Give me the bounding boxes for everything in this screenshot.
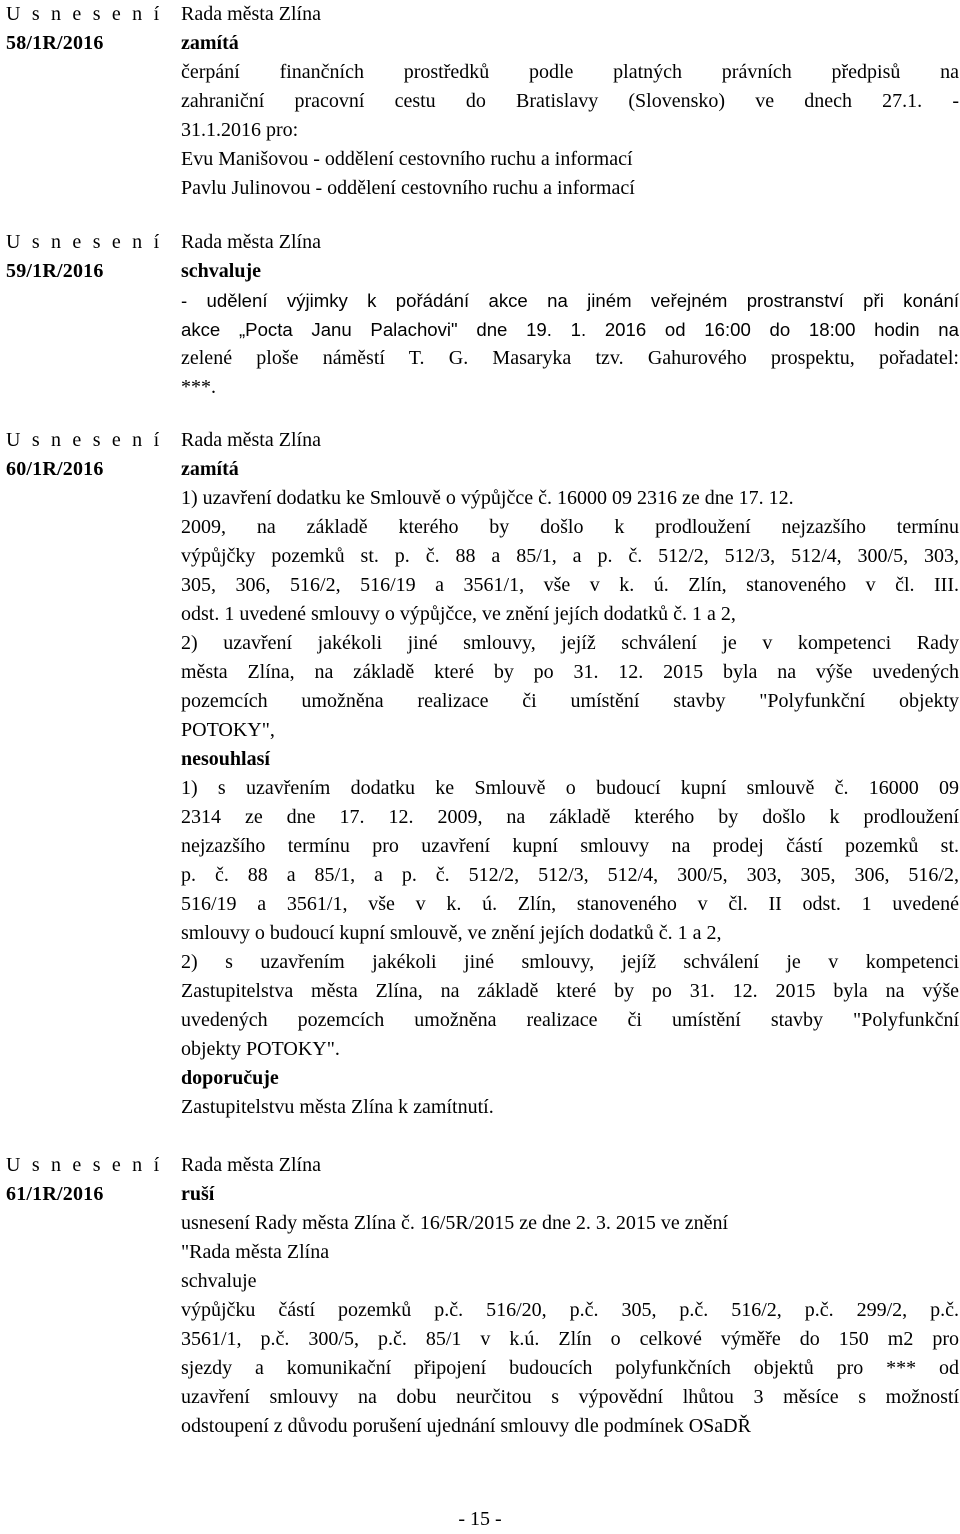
resolution-body: [181, 0, 959, 203]
resolution-label: [6, 228, 176, 286]
resolution-verb: zamítá: [181, 32, 239, 54]
resolution-text-line: sjezdy a komunikační připojení budoucích polyfunkčních objektů pro *** od: [181, 1357, 959, 1379]
resolution-text-line: odstoupení z důvodu porušení ujednání smlouvy dle podmínek OSaDŘ: [181, 1415, 751, 1437]
resolution-label: [6, 0, 176, 58]
resolution-text-line: Zastupitelstvu města Zlína k zamítnutí.: [181, 1096, 494, 1118]
resolution-verb: doporučuje: [181, 1067, 279, 1089]
resolution-text-line: zelené ploše náměstí T. G. Masaryka tzv. Gahurového prospektu, pořadatel:: [181, 347, 959, 369]
resolution-text-line: 305, 306, 516/2, 516/19 a 3561/1, vše v k. ú. Zlín, stanoveného v čl. III.: [181, 574, 959, 596]
resolution-text-line: 1) uzavření dodatku ke Smlouvě o výpůjčce č. 16000 09 2316 ze dne 17. 12.: [181, 487, 794, 509]
resolution-number: 60/1R/2016: [6, 458, 104, 480]
resolution-text-line: smlouvy o budoucí kupní smlouvě, ve znění jejích dodatků č. 1 a 2,: [181, 922, 722, 944]
resolution-text-line: p. č. 88 a 85/1, a p. č. 512/2, 512/3, 512/4, 300/5, 303, 305, 306, 516/2,: [181, 864, 959, 886]
resolution-body: [181, 228, 959, 402]
resolution-text-line: Zastupitelstva města Zlína, na základě které by po 31. 12. 2015 byla na výše: [181, 980, 959, 1002]
resolution-text-line: 1) s uzavřením dodatku ke Smlouvě o budoucí kupní smlouvě č. 16000 09: [181, 777, 959, 799]
resolution-text-line: nejzazšího termínu pro uzavření kupní smlouvy na prodej částí pozemků st.: [181, 835, 959, 857]
resolution-text-line: "Rada města Zlína: [181, 1241, 330, 1263]
resolution-number: 61/1R/2016: [6, 1183, 104, 1205]
resolution-verb: zamítá: [181, 458, 239, 480]
resolution-text-line: výpůjčku částí pozemků p.č. 516/20, p.č. 305, p.č. 516/2, p.č. 299/2, p.č.: [181, 1299, 959, 1321]
resolution-title: U s n e s e n í: [6, 231, 163, 253]
resolution-body: [181, 1151, 959, 1441]
resolution-text-line: 31.1.2016 pro:: [181, 119, 299, 141]
resolution-text-line: 2009, na základě kterého by došlo k prodloužení nejzazšího termínu: [181, 516, 959, 538]
resolution-text-line: Rada města Zlína: [181, 429, 321, 451]
resolution-label: [6, 426, 176, 484]
resolution-title: U s n e s e n í: [6, 1154, 163, 1176]
resolution-verb: ruší: [181, 1183, 215, 1205]
resolution-text-line: Evu Manišovou - oddělení cestovního ruchu a informací: [181, 148, 633, 170]
resolution-text-line: 516/19 a 3561/1, vše v k. ú. Zlín, stanoveného v čl. II odst. 1 uvedené: [181, 893, 959, 915]
resolution-text-line: města Zlína, na základě které by po 31. 12. 2015 byla na výše uvedených: [181, 661, 959, 683]
resolution-text-line: 3561/1, p.č. 300/5, p.č. 85/1 v k.ú. Zlín o celkové výměře do 150 m2 pro: [181, 1328, 959, 1350]
resolution-text-line: uvedených pozemcích umožněna realizace či umístění stavby "Polyfunkční: [181, 1009, 959, 1031]
resolution-text-line: Rada města Zlína: [181, 231, 321, 253]
resolution-text-line: Rada města Zlína: [181, 1154, 321, 1176]
resolution-text-line: výpůjčky pozemků st. p. č. 88 a 85/1, a p. č. 512/2, 512/3, 512/4, 300/5, 303,: [181, 545, 959, 567]
resolution-text-line: ***.: [181, 376, 216, 398]
resolution-body: [181, 426, 959, 1122]
resolution-text-line: usnesení Rady města Zlína č. 16/5R/2015 ze dne 2. 3. 2015 ve znění: [181, 1212, 729, 1234]
resolution-text-line: Pavlu Julinovou - oddělení cestovního ruchu a informací: [181, 177, 635, 199]
resolution-verb: schvaluje: [181, 260, 261, 282]
resolution-text-line: akce „Pocta Janu Palachovi" dne 19. 1. 2016 od 16:00 do 18:00 hodin na: [181, 319, 959, 340]
resolution-text-line: - udělení výjimky k pořádání akce na jiném veřejném prostranství při konání: [181, 290, 959, 311]
resolution-label: [6, 1151, 176, 1209]
resolution-text-line: schvaluje: [181, 1270, 257, 1292]
resolution-text-line: POTOKY",: [181, 719, 275, 741]
resolution-text-line: pozemcích umožněna realizace či umístění stavby "Polyfunkční objekty: [181, 690, 959, 712]
resolution-title: U s n e s e n í: [6, 3, 163, 25]
resolution-text-line: uzavření smlouvy na dobu neurčitou s výpovědní lhůtou 3 měsíce s možností: [181, 1386, 959, 1408]
resolution-text-line: odst. 1 uvedené smlouvy o výpůjčce, ve znění jejích dodatků č. 1 a 2,: [181, 603, 736, 625]
resolution-title: U s n e s e n í: [6, 429, 163, 451]
resolution-number: 59/1R/2016: [6, 260, 104, 282]
page-number: - 15 -: [458, 1508, 502, 1530]
resolution-text-line: 2) uzavření jakékoli jiné smlouvy, jejíž schválení je v kompetenci Rady: [181, 632, 959, 654]
resolution-text-line: Rada města Zlína: [181, 3, 321, 25]
resolution-number: 58/1R/2016: [6, 32, 104, 54]
resolution-text-line: 2) s uzavřením jakékoli jiné smlouvy, jejíž schválení je v kompetenci: [181, 951, 959, 973]
resolution-text-line: zahraniční pracovní cestu do Bratislavy (Slovensko) ve dnech 27.1. -: [181, 90, 959, 112]
resolution-text-line: čerpání finančních prostředků podle platných právních předpisů na: [181, 61, 959, 83]
resolution-text-line: 2314 ze dne 17. 12. 2009, na základě kterého by došlo k prodloužení: [181, 806, 959, 828]
resolution-verb: nesouhlasí: [181, 748, 270, 770]
resolution-text-line: objekty POTOKY".: [181, 1038, 340, 1060]
